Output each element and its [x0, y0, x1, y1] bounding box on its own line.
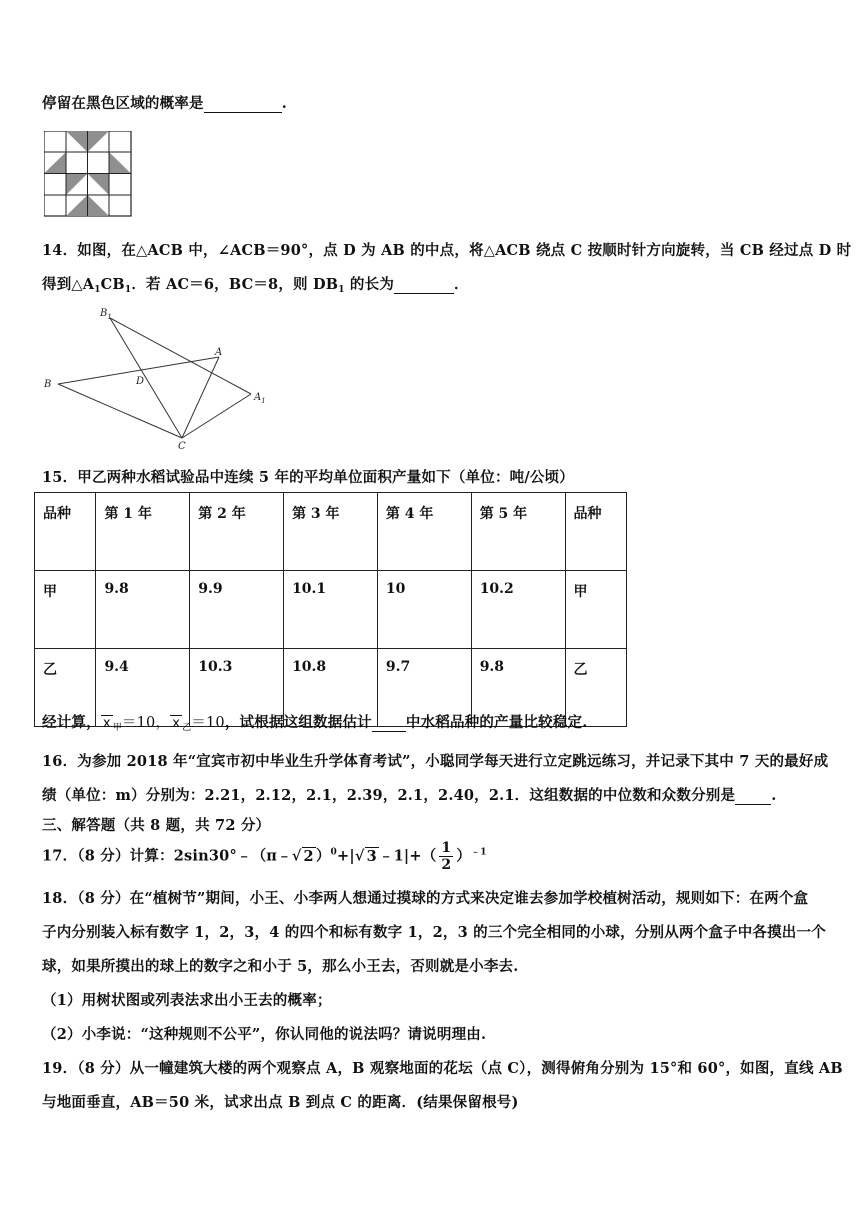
table-cell: 第 1 年: [96, 493, 190, 571]
q16-line2: 绩（单位：m）分别为：2.21，2.12，2.1，2.39，2.1，2.40，2.1．这组数据的中位数和众数分别是 .: [42, 787, 777, 804]
q18-line3: 球，如果所摸出的球上的数字之和小于 5，那么小王去，否则就是小李去.: [42, 958, 519, 975]
label-d: D: [136, 376, 145, 387]
table-cell: 乙: [565, 649, 627, 727]
table-cell: 10.8: [284, 649, 378, 727]
table-header-row: [35, 493, 627, 571]
table-cell: 9.9: [190, 571, 284, 649]
q14-line2: 得到$\triangle A_1CB_1$．若 AC＝6，BC＝8，则 $DB_1$ 的长为 ．: [42, 276, 469, 295]
q13-text-line: [42, 92, 287, 113]
table-cell: 9.7: [377, 649, 471, 727]
label-a1: $A_1$: [254, 392, 266, 405]
table-cell: 甲: [565, 571, 627, 649]
rotation-triangle-figure: [36, 304, 276, 454]
q19-line1: 19．（8 分）从一幢建筑大楼的两个观察点 A，B 观察地面的花坛（点 C），测得俯角分别为 15°和 60°，如图，直线 AB: [42, 1060, 843, 1077]
yield-table: [34, 492, 627, 727]
fraction-one-half: $\frac{1}{2}$: [441, 840, 452, 873]
label-b1: $B_1$: [100, 308, 112, 321]
q19-line2: 与地面垂直，AB＝50 米，试求出点 B 到点 C 的距离．(结果保留根号): [42, 1094, 519, 1111]
q14-line1: 14．如图，在△ACB 中，∠ACB＝90°，点 D 为 AB 的中点，将△ACB 绕点 C 按顺时针方向旋转，当 CB 经过点 D 时: [42, 242, 852, 259]
label-b: B: [44, 379, 52, 390]
table-cell: 9.8: [471, 649, 565, 727]
q16-line1: 16．为参加 2018 年“宜宾市初中毕业生升学体育考试”，小聪同学每天进行立定跳远练习，并记录下其中 7 天的最好成: [42, 753, 829, 770]
table-cell: 10.2: [471, 571, 565, 649]
table-cell: 第 5 年: [471, 493, 565, 571]
answer-blank: [372, 714, 406, 732]
table-cell: 第 3 年: [284, 493, 378, 571]
table-cell: 10: [377, 571, 471, 649]
q15-title: 15．甲乙两种水稻试验品中连续 5 年的平均单位面积产量如下（单位：吨/公顷）: [42, 469, 574, 486]
table-cell: 品种: [35, 493, 96, 571]
q17-expression: 17．（8 分）计算：2sin30°﹣（π﹣√ 2 ）$^0$+|√ 3 ﹣1|+（ $\frac{1}{2}$ ）$^{﹣1}$: [42, 840, 487, 873]
table-cell: 10.3: [190, 649, 284, 727]
table-cell: 乙: [35, 649, 96, 727]
answer-blank: [735, 787, 771, 805]
table-cell: 9.8: [96, 571, 190, 649]
table-row: [35, 571, 627, 649]
section-heading: 三、解答题（共 8 题，共 72 分）: [42, 817, 271, 834]
label-c: C: [178, 441, 186, 452]
q18-part1: （1）用树状图或列表法求出小王去的概率；: [42, 992, 332, 1009]
q18-line2: 子内分别装入标有数字 1，2，3，4 的四个和标有数字 1，2，3 的三个完全相同的小球，分别从两个盒子中各摸出一个: [42, 924, 826, 941]
table-cell: 甲: [35, 571, 96, 649]
table-cell: 9.4: [96, 649, 190, 727]
table-cell: 10.1: [284, 571, 378, 649]
table-cell: 品种: [565, 493, 627, 571]
q13-text: 停留在黑色区域的概率是: [42, 95, 204, 112]
answer-blank: [204, 95, 282, 113]
q18-part2: （2）小李说：“这种规则不公平”，你认同他的说法吗？请说明理由.: [42, 1026, 487, 1043]
q13-end: .: [281, 95, 287, 112]
answer-blank: [394, 276, 454, 294]
probability-grid-figure: [44, 131, 132, 217]
label-a: A: [215, 347, 223, 358]
q15-footer: 经计算， x $_甲$＝10， x $_乙$＝10，试根据这组数据估计 中水稻品种的产量比较稳定.: [42, 714, 588, 733]
table-cell: 第 4 年: [377, 493, 471, 571]
q18-line1: 18．（8 分）在“植树节”期间，小王、小李两人想通过摸球的方式来决定谁去参加学校植树活动，规则如下：在两个盒: [42, 890, 809, 907]
table-cell: 第 2 年: [190, 493, 284, 571]
